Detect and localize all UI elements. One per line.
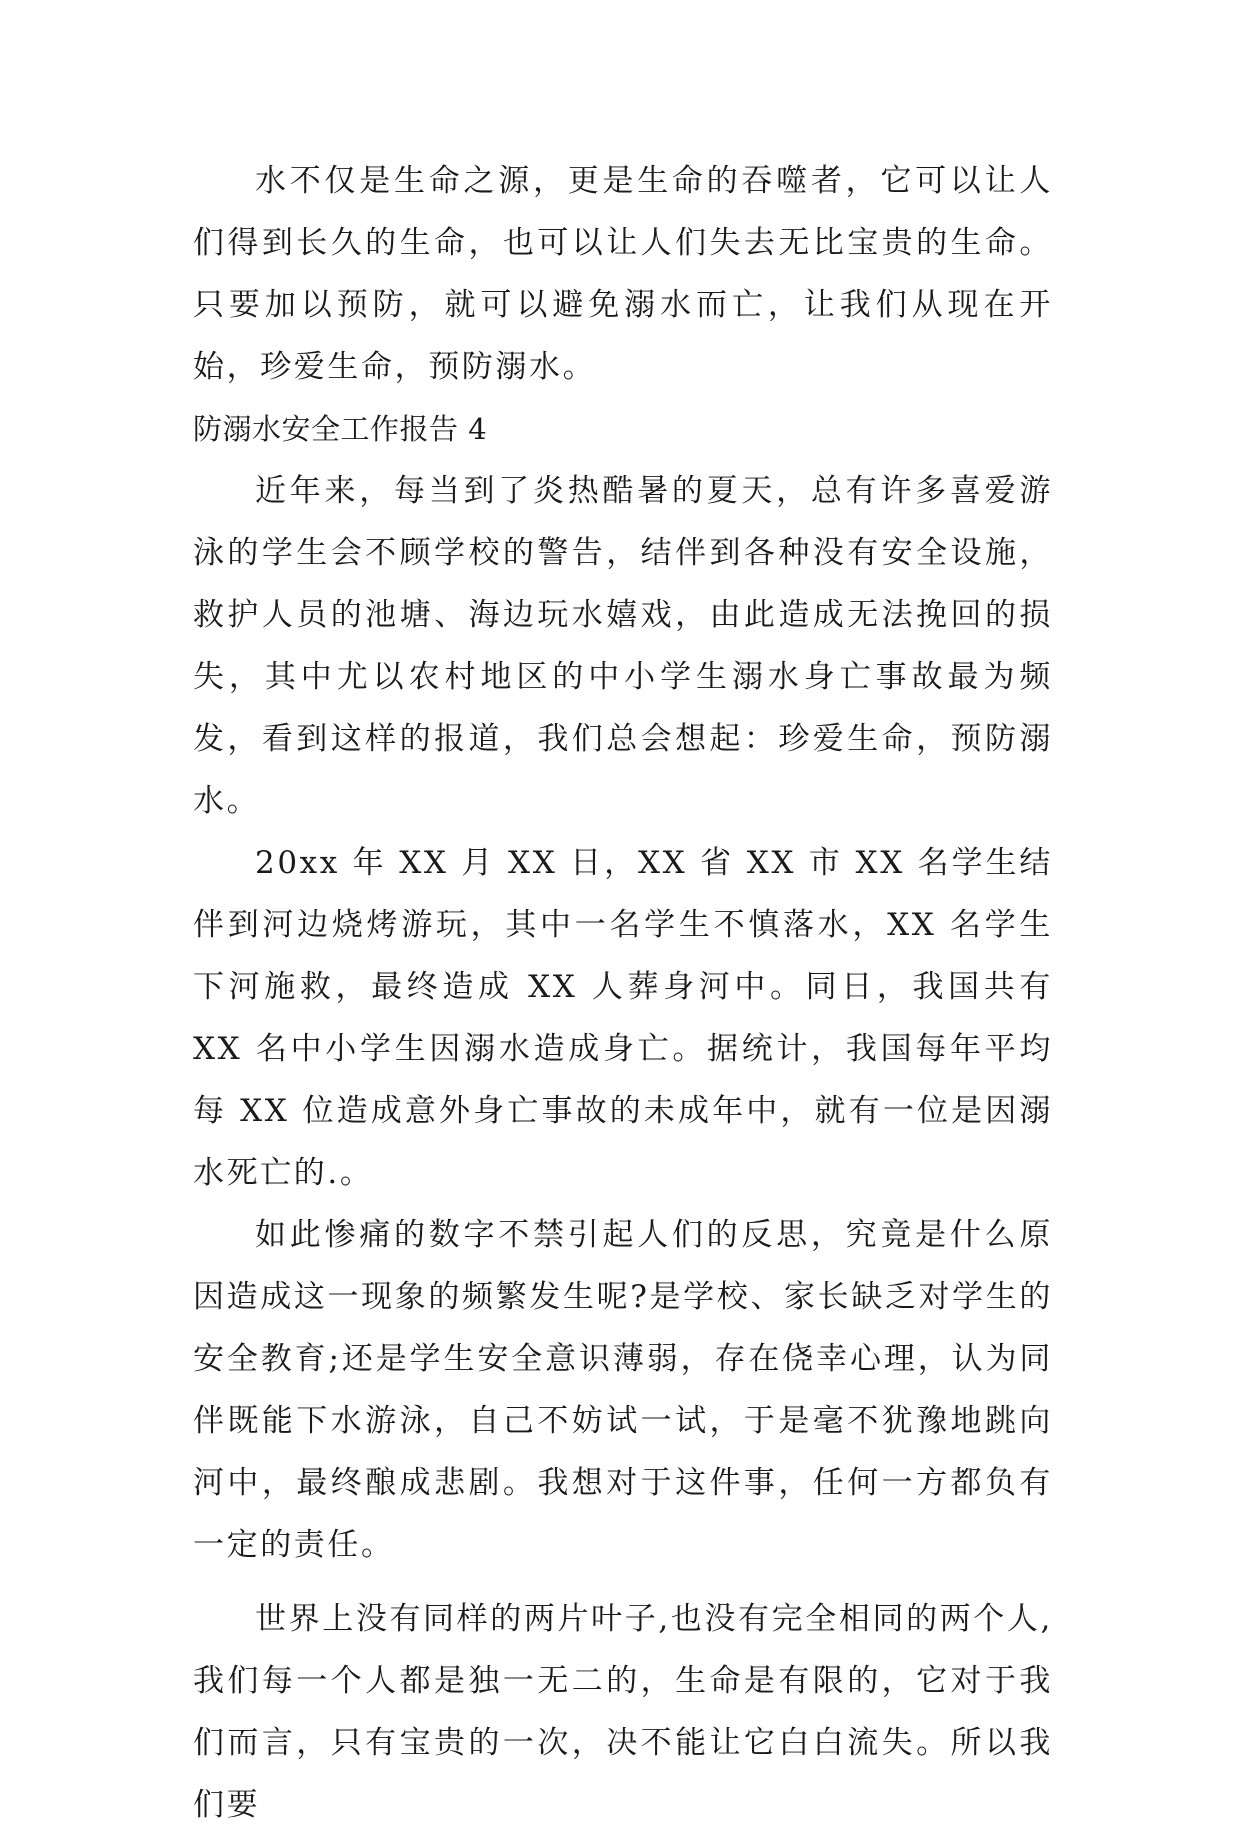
paragraph-summer: 近年来，每当到了炎热酷暑的夏天，总有许多喜爱游泳的学生会不顾学校的警告，结伴到各种没有安全设施，救护人员的池塘、海边玩水嬉戏，由此造成无法挽回的损失，其中尤以农村地区的中小学生溺水身亡事故最为频发，看到这样的报道，我们总会想起：珍爱生命，预防溺水。 bbox=[193, 473, 1053, 819]
section-heading: 防溺水安全工作报告 4 bbox=[193, 412, 488, 446]
paragraph-reflection: 如此惨痛的数字不禁引起人们的反思，究竟是什么原因造成这一现象的频繁发生呢?是学校、家长缺乏对学生的安全教育;还是学生安全意识薄弱，存在侥幸心理，认为同伴既能下水游泳，自己不妨试一试，于是毫不犹豫地跳向河中，最终酿成悲剧。我想对于这件事，任何一方都负有一定的责任。 bbox=[193, 1217, 1053, 1563]
paragraph-uniqueness: 世界上没有同样的两片叶子,也没有完全相同的两个人,我们每一个人都是独一无二的，生命是有限的，它对于我们而言，只有宝贵的一次，决不能让它白白流失。所以我们要 bbox=[193, 1601, 1053, 1823]
paragraph-incident: 20xx 年 XX 月 XX 日，XX 省 XX 市 XX 名学生结伴到河边烧烤游玩，其中一名学生不慎落水，XX 名学生下河施救，最终造成 XX 人葬身河中。同日，我国共有 XX 名中小学生因溺水造成身亡。据统计，我国每年平均每 XX 位造成意外身亡事故的未成年中，就有一位是因溺水死亡的.。 bbox=[193, 845, 1053, 1191]
document-page bbox=[193, 150, 1053, 1836]
paragraph-intro: 水不仅是生命之源，更是生命的吞噬者，它可以让人们得到长久的生命，也可以让人们失去无比宝贵的生命。只要加以预防，就可以避免溺水而亡，让我们从现在开始，珍爱生命，预防溺水。 bbox=[193, 163, 1053, 385]
